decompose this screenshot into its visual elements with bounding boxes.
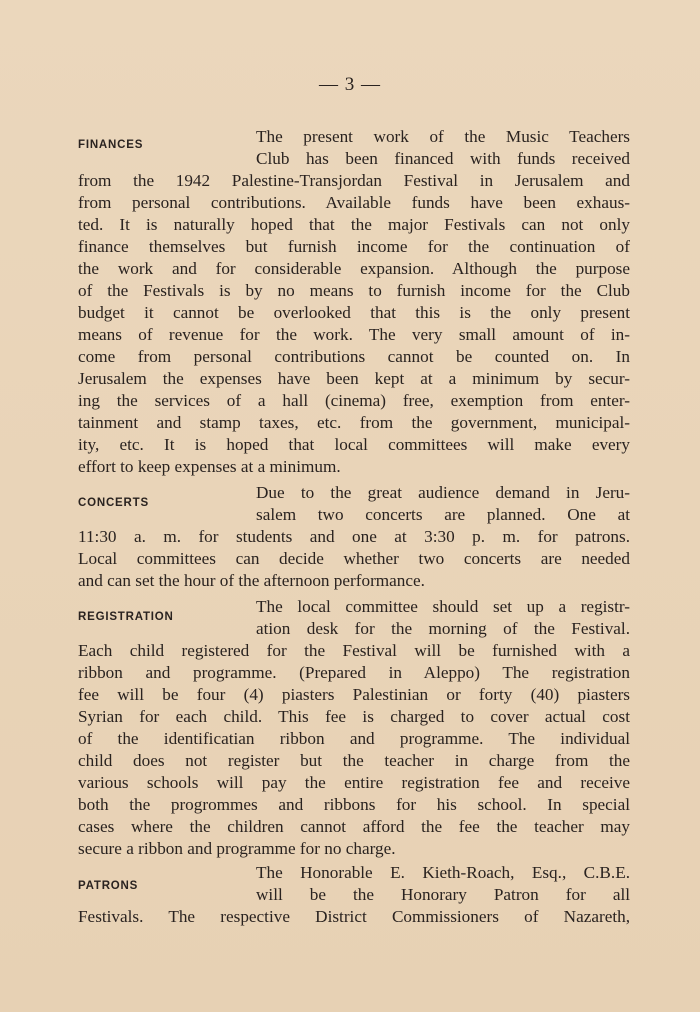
text-line: Syrian for each child. This fee is charged to cover actual cost [78,707,630,726]
text-line: finance themselves but furnish income for the continuation of [78,237,630,256]
text-line: will be the Honorary Patron for all [256,885,630,904]
text-line: ing the services of a hall (cinema) free, exemption from enter- [78,391,630,410]
text-line: ribbon and programme. (Prepared in Aleppo) The registration [78,663,630,682]
text-line: Jerusalem the expenses have been kept at a minimum by secur- [78,369,630,388]
text-line: cases where the children cannot afford the fee the teacher may [78,817,630,836]
text-line: secure a ribbon and programme for no charge. [78,839,396,858]
text-line: The local committee should set up a registr- [256,597,630,616]
text-line: both the progrommes and ribbons for his school. In special [78,795,630,814]
text-line: Each child registered for the Festival will be furnished with a [78,641,630,660]
section-label-concerts: CONCERTS [78,497,149,509]
text-line: Local committees can decide whether two concerts are needed [78,549,630,568]
text-line: effort to keep expenses at a minimum. [78,457,341,476]
text-line: means of revenue for the work. The very small amount of in- [78,325,630,344]
text-line: 11:30 a. m. for students and one at 3:30 p. m. for patrons. [78,527,630,546]
text-line: the work and for considerable expansion. Although the purpose [78,259,630,278]
text-line: and can set the hour of the afternoon performance. [78,571,425,590]
text-line: from personal contributions. Available funds have been exhaus- [78,193,630,212]
text-line: Due to the great audience demand in Jeru- [256,483,630,502]
section-label-finances: FINANCES [78,139,144,151]
text-line: The Honorable E. Kieth-Roach, Esq., C.B.E. [256,863,630,882]
text-line: come from personal contributions cannot be counted on. In [78,347,630,366]
section-label-patrons: PATRONS [78,880,139,892]
text-line: child does not register but the teacher in charge from the [78,751,630,770]
text-line: ation desk for the morning of the Festival. [256,619,630,638]
text-line: Club has been financed with funds received [256,149,630,168]
text-line: various schools will pay the entire registration fee and receive [78,773,630,792]
text-line: of the Festivals is by no means to furnish income for the Club [78,281,630,300]
section-label-registration: REGISTRATION [78,611,174,623]
text-line: of the identificatian ribbon and programme. The individual [78,729,630,748]
text-line: tainment and stamp taxes, etc. from the government, municipal- [78,413,630,432]
text-line: fee will be four (4) piasters Palestinian or forty (40) piasters [78,685,630,704]
text-line: budget it cannot be overlooked that this is the only present [78,303,630,322]
text-line: The present work of the Music Teachers [256,127,630,146]
text-line: salem two concerts are planned. One at [256,505,630,524]
text-line: from the 1942 Palestine-Transjordan Festival in Jerusalem and [78,171,630,190]
text-line: ted. It is naturally hoped that the major Festivals can not only [78,215,630,234]
text-line: Festivals. The respective District Commissioners of Nazareth, [78,907,630,926]
text-line: ity, etc. It is hoped that local committees will make every [78,435,630,454]
page-number: — 3 — [319,74,381,95]
